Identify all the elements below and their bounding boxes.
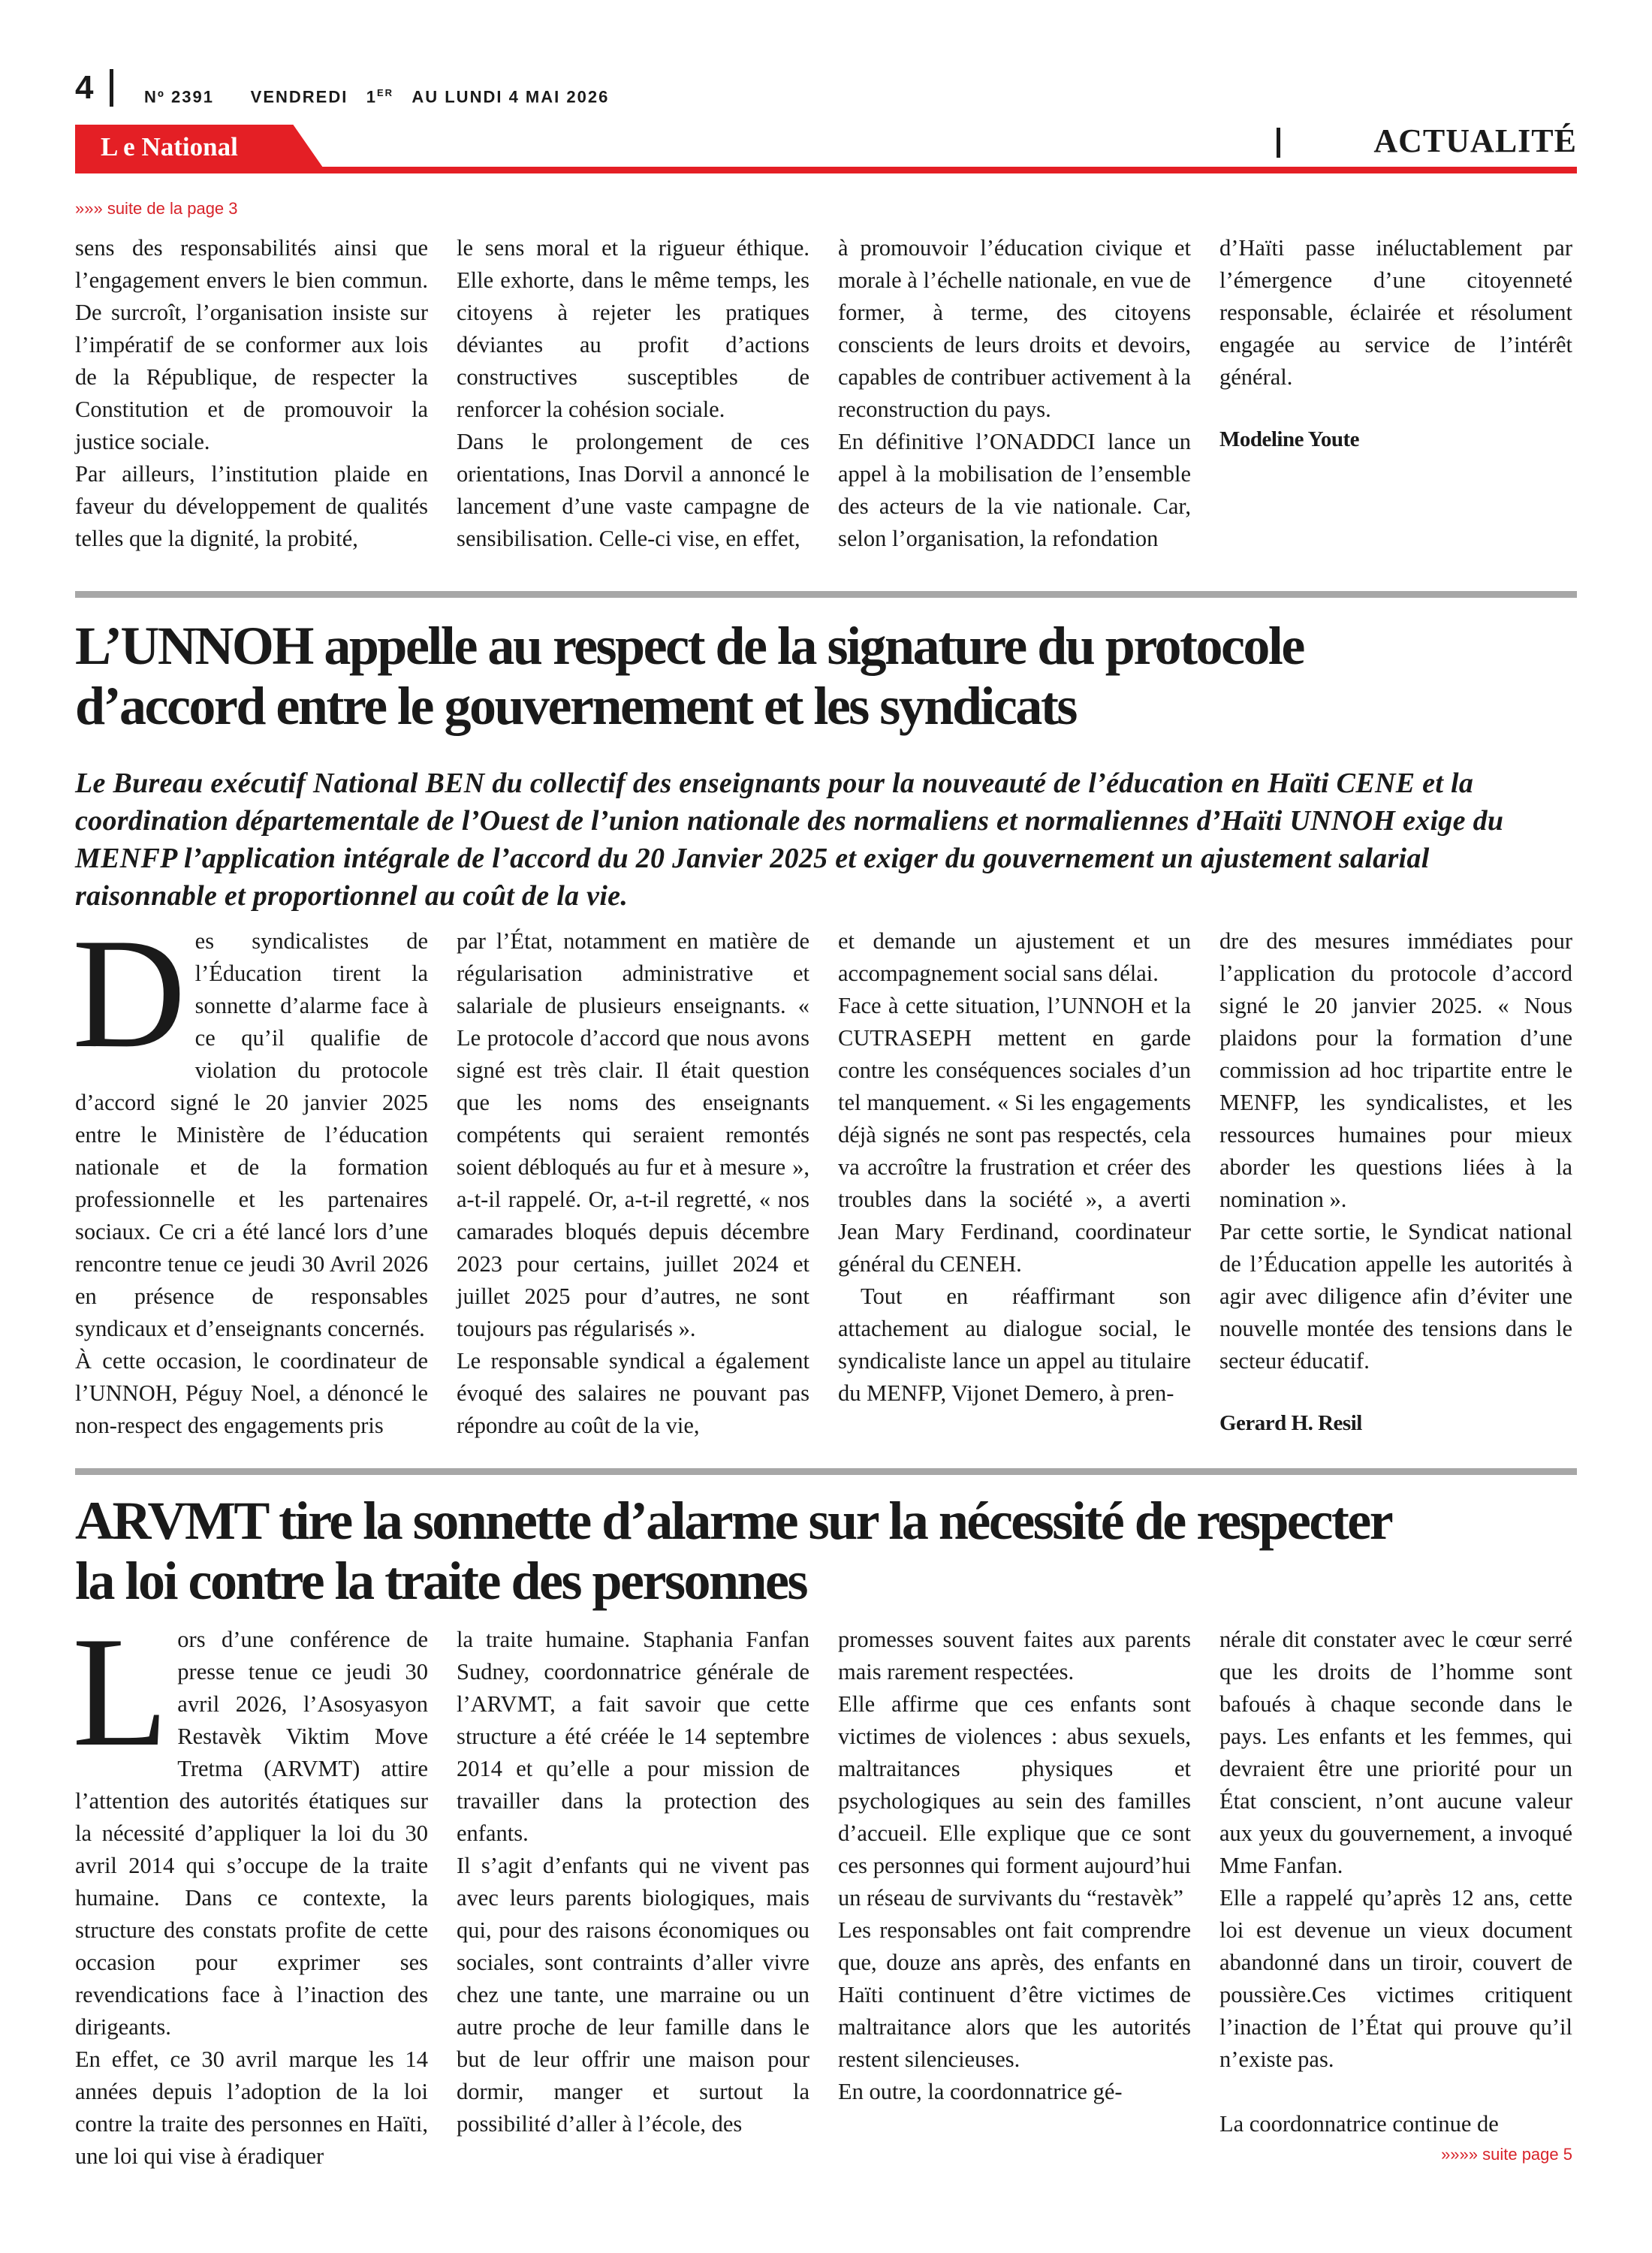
article1-dek: Le Bureau exécutif National BEN du collectif des enseignants pour la nouveauté de l’éducation en Haïti CENE et la coordination départementale de l’Ouest de l’union nationale des normaliens et normaliennes d’Haïti UNNOH exige du MENFP l’application intégrale de l’accord du 20 Janvier 2025 et exiger du gouvernement un ajustement salarial raisonnable et proportionnel au coût de la vie. — [75, 768, 1504, 912]
article1-headline — [75, 616, 1577, 736]
article2-col2 — [457, 1624, 809, 2140]
paragraph: le sens moral et la rigueur éthique. Elle exhorte, dans le même temps, les citoyens à rejeter les pratiques déviantes au profit d’actions constructives susceptibles de renforcer la cohésion sociale. — [457, 235, 809, 422]
article0-col1 — [75, 232, 428, 555]
paragraph: À cette occasion, le coordinateur de l’UNNOH, Péguy Noel, a dénoncé le non-respect des engagements pris — [75, 1348, 428, 1438]
paragraph — [72, 1605, 428, 2043]
paragraph: dre des mesures immédiates pour l’application du protocole d’accord signé le 20 janvier 2025. « Nous plaidons pour la formation d’une commission ad hoc tripartite entre le MENFP, les syndicalistes, et les ressources humaines pour mieux aborder les questions liées à la nomination ». — [1219, 928, 1572, 1212]
article1-col2 — [457, 925, 809, 1442]
issue-number: Nº 2391 — [144, 87, 214, 107]
drop-cap: L — [72, 1605, 169, 1779]
article2-col4 — [1219, 1624, 1572, 2140]
headline-line: la loi contre la traite des personnes — [75, 1551, 807, 1611]
paragraph: sens des responsabilités ainsi que l’engagement envers le bien commun. De surcroît, l’organisation insiste sur l’impératif de se conformer aux lois de la République, de respecter la Constitution et de promouvoir la justice sociale. — [75, 235, 428, 454]
paragraph: En définitive l’ONADDCI lance un appel à la mobilisation de l’ensemble des acteurs de la vie nationale. Car, selon l’organisation, la refondation — [838, 429, 1191, 551]
brand-logo: L e National — [101, 132, 238, 161]
article0-col3 — [838, 232, 1191, 555]
paragraph: Face à cette situation, l’UNNOH et la CUTRASEPH mettent en garde contre les conséquences sociales d’un tel manquement. « Si les engagements déjà signés ne sont pas respectés, cela va accroître la frustration et créer des troubles dans la société », a averti Jean Mary Ferdinand, coordinateur général du CENEH. — [838, 993, 1191, 1277]
article1-col3 — [838, 925, 1191, 1410]
headline-line: d’accord entre le gouvernement et les syndicats — [75, 676, 1076, 736]
paragraph: Par cette sortie, le Syndicat national de l’Éducation appelle les autorités à agir avec diligence afin d’éviter une nouvelle montée des tensions dans le secteur éducatif. — [1219, 1219, 1572, 1374]
paragraph: La coordonnatrice continue de — [1219, 2111, 1499, 2137]
paragraph: et demande un ajustement et un accompagnement social sans délai. — [838, 928, 1191, 986]
paragraph: Elle affirme que ces enfants sont victimes de violences : abus sexuels, maltraitances physiques et psychologiques au sein des familles d’accueil. Elle explique que ce sont ces personnes qui forment aujourd’hui un réseau de survivants du “restavèk” — [838, 1691, 1191, 1911]
paragraph: Elle a rappelé qu’après 12 ans, cette loi est devenue un vieux document abandonné dans un tiroir, couvert de poussière.Ces victimes critiquent l’inaction de l’État qui prouve qu’il n’existe pas. — [1219, 1885, 1572, 2072]
paragraph: nérale dit constater avec le cœur serré que les droits de l’homme sont bafoués à chaque seconde dans le pays. Les enfants et les femmes, qui devraient être une priorité pour un État conscient, n’ont aucune valeur aux yeux du gouvernement, a invoqué Mme Fanfan. — [1219, 1627, 1572, 1878]
continued-from-link[interactable]: »»» suite de la page 3 — [75, 199, 238, 218]
article0-col4 — [1219, 232, 1572, 456]
paragraph: Il s’agit d’enfants qui ne vivent pas avec leurs parents biologiques, mais qui, pour des raisons économiques ou sociales, sont contraints d’aller vivre chez une tante, une marraine ou un autre proche de leur famille dans le but de leur offrir une maison pour dormir, manger et surtout la possibilité d’aller à l’école, des — [457, 1853, 809, 2137]
issue-day-suffix: ER — [376, 87, 394, 98]
paragraph: Dans le prolongement de ces orientations, Inas Dorvil a annoncé le lancement d’une vaste campagne de sensibilisation. Celle-ci vise, en effet, — [457, 429, 809, 551]
paragraph: par l’État, notamment en matière de régularisation administrative et salariale de plusieurs enseignants. « Le protocole d’accord que nous avons signé est très clair. Il était question que les noms des enseignants compétents qui seraient remontés soient débloqués au fur et à mesure », a-t-il rappelé. Or, a-t-il regretté, « nos camarades bloqués depuis décembre 2023 pour certains, juillet 2024 et juillet 2025 pour d’autres, ne sont toujours pas régularisés ». — [457, 928, 809, 1341]
paragraph: Tout en réaffirmant son attachement au dialogue social, le syndicaliste lance un appel au titulaire du MENFP, Vijonet Demero, à pren- — [838, 1283, 1191, 1406]
article0-col2 — [457, 232, 809, 555]
paragraph — [72, 906, 428, 1345]
header-red-rule — [75, 167, 1577, 173]
section-title: ACTUALITÉ — [1373, 122, 1577, 159]
article1-col4 — [1219, 925, 1572, 1440]
issue-day: VENDREDI — [250, 87, 348, 107]
article0-byline: Modeline Youte — [1219, 427, 1360, 451]
article-separator — [75, 1468, 1577, 1475]
paragraph: En effet, ce 30 avril marque les 14 années depuis l’adoption de la loi contre la traite des personnes en Haïti, une loi qui vise à éradiquer — [75, 2046, 428, 2169]
issue-day-number: 1 — [366, 87, 377, 107]
article2-col1 — [72, 1605, 428, 2173]
paragraph: la traite humaine. Staphania Fanfan Sudney, coordonnatrice générale de l’ARVMT, a fait savoir que cette structure a été créée le 14 septembre 2014 et qu’elle a pour mission de travailler dans la protection des enfants. — [457, 1627, 809, 1846]
issue-date-line — [144, 87, 609, 107]
drop-cap: D — [72, 906, 186, 1081]
article1-col1 — [72, 906, 428, 1442]
paragraph: En outre, la coordonnatrice gé- — [838, 2079, 1123, 2104]
paragraph-text: ors d’une conférence de presse tenue ce jeudi 30 avril 2026, l’Asosyasyon Restavèk Viktim Move Tretma (ARVMT) attire l’attention des autorités étatiques sur la nécessité d’appliquer la loi du 30 avril 2014 qui s’occupe de la traite humaine. Dans ce contexte, la structure des constats profite de cette occasion pour exprimer ses revendications face à l’inaction des dirigeants. — [75, 1627, 428, 2040]
paragraph: Par ailleurs, l’institution plaide en faveur du développement de qualités telles que la dignité, la probité, — [75, 461, 428, 551]
article2-col3 — [838, 1624, 1191, 2108]
paragraph: d’Haïti passe inéluctablement par l’émergence d’une citoyenneté responsable, éclairée et résolument engagée au service de l’intérêt général. — [1219, 235, 1572, 390]
issue-date-rest: AU LUNDI 4 MAI 2026 — [411, 87, 610, 107]
paragraph: Le responsable syndical a également évoqué des salaires ne pouvant pas répondre au coût de la vie, — [457, 1348, 809, 1438]
article2-headline — [75, 1491, 1577, 1611]
article-separator — [75, 591, 1577, 598]
headline-line: ARVMT tire la sonnette d’alarme sur la nécessité de respecter — [75, 1491, 1392, 1551]
page-number: 4 — [75, 69, 94, 106]
page-number-divider — [110, 69, 113, 107]
paragraph: Les responsables ont fait comprendre que, douze ans après, des enfants en Haïti continuent d’être victimes de maltraitance alors que les autorités restent silencieuses. — [838, 1917, 1191, 2072]
paragraph-text: es syndicalistes de l’Éducation tirent la sonnette d’alarme face à ce qu’il qualifie de violation du protocole d’accord signé le 20 janvier 2025 entre le Ministère de l’éducation nationale et de la formation professionnelle et les partenaires sociaux. Ce cri a été lancé lors d’une rencontre tenue ce jeudi 30 Avril 2026 en présence de responsables syndicaux et d’enseignants concernés. — [75, 928, 428, 1341]
paragraph: à promouvoir l’éducation civique et morale à l’échelle nationale, en vue de former, à terme, des citoyens conscients de leurs droits et devoirs, capables de contribuer activement à la reconstruction du pays. — [838, 235, 1191, 422]
paragraph: promesses souvent faites aux parents mais rarement respectées. — [838, 1627, 1191, 1684]
section-divider — [1277, 128, 1280, 158]
headline-line: L’UNNOH appelle au respect de la signature du protocole — [75, 616, 1304, 676]
continued-to-link[interactable]: »»»» suite page 5 — [1441, 2145, 1572, 2164]
article1-byline: Gerard H. Resil — [1219, 1411, 1362, 1435]
